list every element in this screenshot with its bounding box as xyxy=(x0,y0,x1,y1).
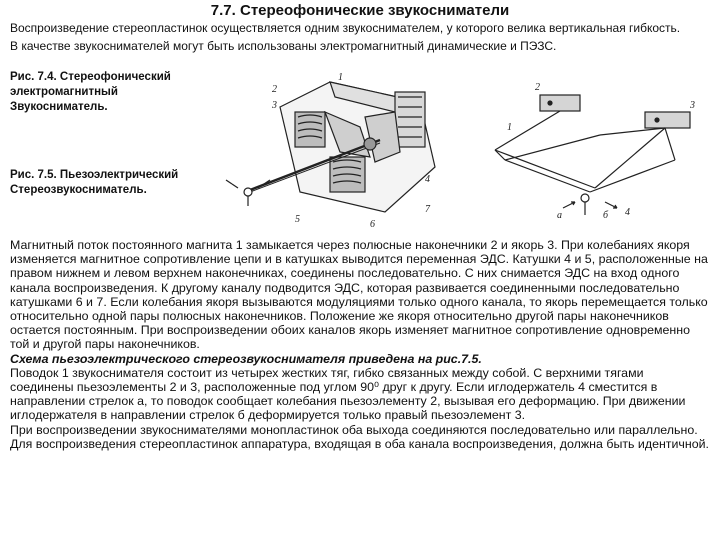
figure-7-4-caption xyxy=(10,70,210,115)
caption-line: Рис. 7.5. Пьезоэлектрический xyxy=(10,169,179,181)
figure-label: 1 xyxy=(338,72,343,83)
paragraph: Магнитный поток постоянного магнита 1 замыкается через полюсные наконечники 2 и якорь 3. При колебаниях якоря изменяется магнитное сопротивление цепи и в катушках выводится переменная ЭДС. Катушки 4 и 5, расположенные на правом нижнем и левом верхнем наконечниках, соединены последовательно. С них снимается ЭДС на вход одного канала воспроизведения. К другому каналу подводится ЭДС, которая развивается соединенными последовательно катушками 6 и 7. Если колебания якоря вызываются модуляциями только одного канала, то якорь перемещается только относительно одной пары полюсных наконечников. Положение же якоря относительно другой пары наконечников остается постоянным. При воспроизведении обоих каналов якорь изменяет магнитное сопротивление одновременно той и другой пары наконечников. xyxy=(10,238,708,352)
pickup-linkage xyxy=(495,95,690,215)
figure-label: 7 xyxy=(425,204,430,215)
caption-line: Стереозвукосниматель. xyxy=(10,184,147,196)
paragraph-schema-reference: Схема пьезоэлектрического стереозвукоснимателя приведена на рис.7.5. xyxy=(10,351,482,366)
slide-title: 7.7. Стереофонические звукосниматели xyxy=(210,2,510,19)
figure-label: 3 xyxy=(272,100,277,111)
figure-label: 2 xyxy=(535,82,540,93)
figure-7-5-caption xyxy=(10,168,210,198)
intro-line: Воспроизведение стереопластинок осуществляется одним звукоснимателем, у которого велика вертикальная гибкость. xyxy=(10,21,681,35)
caption-line: электромагнитный xyxy=(10,86,118,98)
figure-label: 2 xyxy=(272,84,277,95)
caption-line: Рис. 7.4. Стереофонический xyxy=(10,71,171,83)
figure-7-5-drawing xyxy=(475,80,715,230)
paragraph: При воспроизведении звукоснимателями монопластинок оба выхода соединяются последовательно или параллельно. Для воспроизведения стереопластинок аппаратура, входящая в оба канала воспроизведения, должна быть идентичной. xyxy=(10,422,709,451)
figure-label: 4 xyxy=(625,207,630,218)
figure-7-4-drawing xyxy=(220,72,455,242)
intro-line: В качестве звукоснимателей могут быть использованы электромагнитный динамические и ПЭЗС. xyxy=(10,38,557,53)
figure-label: а xyxy=(557,210,562,221)
caption-line: Звукосниматель. xyxy=(10,101,108,113)
figure-label: 5 xyxy=(295,214,300,225)
figure-label: 6 xyxy=(370,219,375,230)
pickup-body xyxy=(226,82,435,212)
body-text xyxy=(10,238,710,451)
paragraph: Поводок 1 звукоснимателя состоит из четырех жестких тяг, гибко связанных между собой. С верхними тягами соединены пьезоэлементы 2 и 3, расположенные под углом 90⁰ друг к другу. Если иглодержатель 4 сместится в направлении стрелок а, то поводок сообщает колебания пьезоэлементу 2, вызывая его деформацию. При движении иглодержателя в направлении стрелок б деформируется только правый пьезоэлемент 3. xyxy=(10,365,686,423)
figure-label: б xyxy=(603,210,609,221)
intro-text xyxy=(10,22,690,57)
figure-label: 3 xyxy=(690,100,695,111)
figure-label: 1 xyxy=(507,122,512,133)
figure-label: 4 xyxy=(425,174,430,185)
